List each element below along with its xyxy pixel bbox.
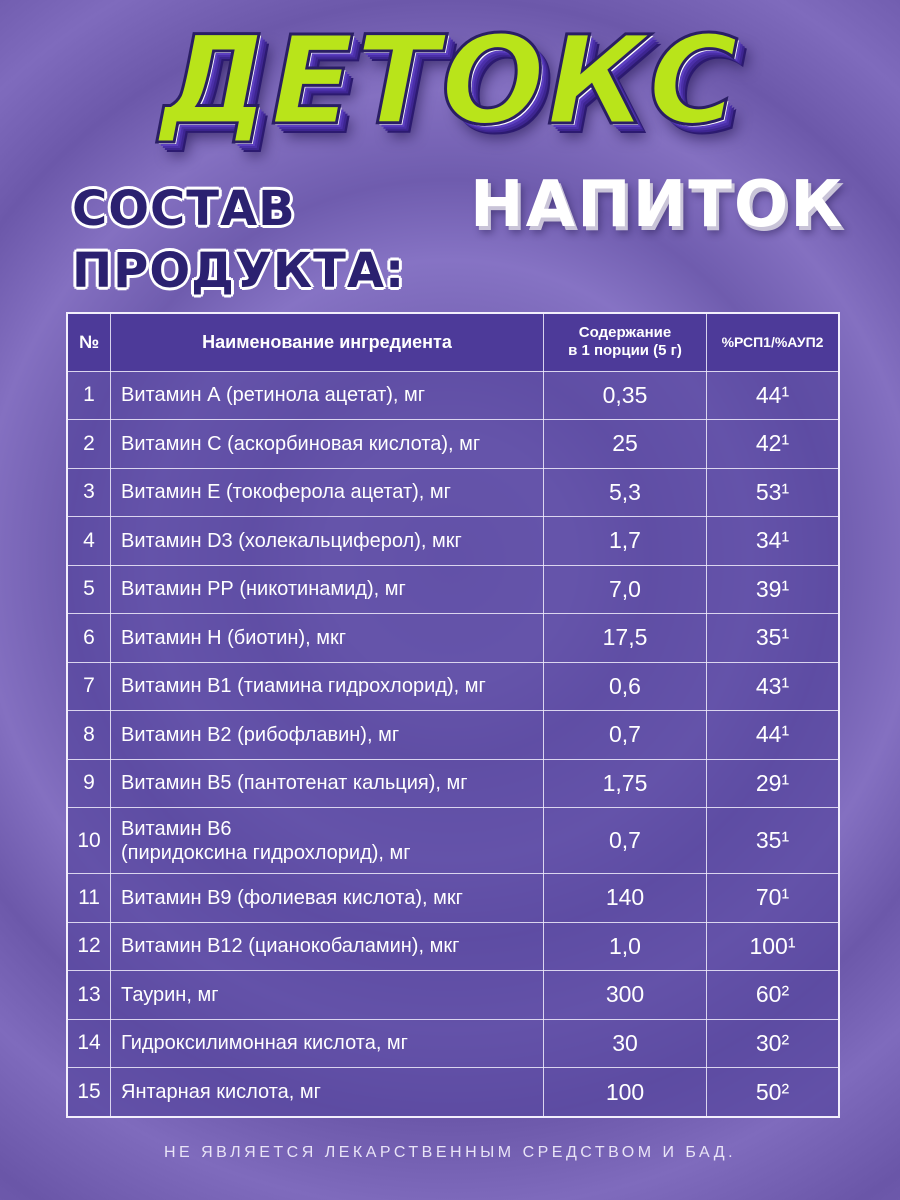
row-amount: 1,75 — [544, 759, 707, 808]
table-row — [67, 1068, 839, 1118]
row-number: 10 — [67, 808, 111, 874]
row-ingredient-name: Гидроксилимонная кислота, мг — [111, 1019, 544, 1068]
row-percent: 35¹ — [707, 808, 840, 874]
header-amount-line-1: Содержание — [578, 324, 672, 342]
row-amount: 1,7 — [544, 517, 707, 566]
row-amount: 0,7 — [544, 808, 707, 874]
row-number: 9 — [67, 759, 111, 808]
row-amount: 100 — [544, 1068, 707, 1118]
row-number: 7 — [67, 662, 111, 711]
row-number: 3 — [67, 468, 111, 517]
row-number: 13 — [67, 971, 111, 1020]
row-number: 15 — [67, 1068, 111, 1118]
row-ingredient-name: Витамин В5 (пантотенат кальция), мг — [111, 759, 544, 808]
table-row — [67, 468, 839, 517]
row-ingredient-name: Янтарная кислота, мг — [111, 1068, 544, 1118]
row-percent: 39¹ — [707, 565, 840, 614]
row-percent: 30² — [707, 1019, 840, 1068]
header-number: № — [67, 313, 111, 371]
row-amount: 0,6 — [544, 662, 707, 711]
composition-heading-line-2: ПРОДУКТА: — [72, 243, 406, 299]
row-percent: 44¹ — [707, 371, 840, 420]
row-amount: 7,0 — [544, 565, 707, 614]
ingredients-table-container — [66, 312, 840, 1118]
product-title: ДЕТОКС — [159, 10, 741, 152]
row-number: 8 — [67, 711, 111, 760]
ingredients-table — [66, 312, 840, 1118]
header-amount — [544, 313, 707, 371]
row-percent: 53¹ — [707, 468, 840, 517]
row-percent: 35¹ — [707, 614, 840, 663]
row-number: 1 — [67, 371, 111, 420]
table-row — [67, 759, 839, 808]
row-percent: 50² — [707, 1068, 840, 1118]
row-amount: 1,0 — [544, 922, 707, 971]
row-number: 11 — [67, 874, 111, 923]
row-ingredient-name: Витамин В9 (фолиевая кислота), мкг — [111, 874, 544, 923]
row-ingredient-name: Витамин D3 (холекальциферол), мкг — [111, 517, 544, 566]
row-ingredient-name: Витамин В12 (цианокобаламин), мкг — [111, 922, 544, 971]
row-amount: 140 — [544, 874, 707, 923]
row-number: 6 — [67, 614, 111, 663]
row-ingredient-name: Витамин В2 (рибофлавин), мг — [111, 711, 544, 760]
row-amount: 0,7 — [544, 711, 707, 760]
row-number: 14 — [67, 1019, 111, 1068]
table-row — [67, 662, 839, 711]
row-ingredient-name: Витамин Н (биотин), мкг — [111, 614, 544, 663]
row-ingredient-name: Витамин С (аскорбиновая кислота), мг — [111, 420, 544, 469]
composition-heading — [72, 178, 405, 302]
header-percent: %РСП1/%АУП2 — [707, 313, 840, 371]
row-ingredient-name: Таурин, мг — [111, 971, 544, 1020]
table-row — [67, 922, 839, 971]
row-percent: 60² — [707, 971, 840, 1020]
table-row — [67, 614, 839, 663]
row-ingredient-name: Витамин А (ретинола ацетат), мг — [111, 371, 544, 420]
row-amount: 25 — [544, 420, 707, 469]
product-type-heading: НАПИТОК — [470, 168, 845, 242]
row-percent: 44¹ — [707, 711, 840, 760]
table-row — [67, 565, 839, 614]
row-percent: 42¹ — [707, 420, 840, 469]
disclaimer-footer: НЕ ЯВЛЯЕТСЯ ЛЕКАРСТВЕННЫМ СРЕДСТВОМ И БАД. — [163, 1144, 737, 1161]
row-ingredient-name: Витамин РР (никотинамид), мг — [111, 565, 544, 614]
row-number: 4 — [67, 517, 111, 566]
row-number: 2 — [67, 420, 111, 469]
row-amount: 5,3 — [544, 468, 707, 517]
table-row — [67, 371, 839, 420]
row-percent: 29¹ — [707, 759, 840, 808]
table-row — [67, 420, 839, 469]
row-amount: 0,35 — [544, 371, 707, 420]
row-percent: 70¹ — [707, 874, 840, 923]
table-row — [67, 711, 839, 760]
header-ingredient-name: Наименование ингредиента — [111, 313, 544, 371]
row-ingredient-name: Витамин В1 (тиамина гидрохлорид), мг — [111, 662, 544, 711]
table-row — [67, 1019, 839, 1068]
row-amount: 30 — [544, 1019, 707, 1068]
table-row — [67, 971, 839, 1020]
row-number: 12 — [67, 922, 111, 971]
table-row — [67, 874, 839, 923]
row-number: 5 — [67, 565, 111, 614]
row-percent: 43¹ — [707, 662, 840, 711]
row-percent: 34¹ — [707, 517, 840, 566]
row-ingredient-name: Витамин Е (токоферола ацетат), мг — [111, 468, 544, 517]
composition-heading-line-1: СОСТАВ — [72, 181, 296, 237]
table-row — [67, 808, 839, 874]
row-amount: 17,5 — [544, 614, 707, 663]
header-amount-line-2: в 1 порции (5 г) — [568, 342, 682, 360]
row-percent: 100¹ — [707, 922, 840, 971]
row-amount: 300 — [544, 971, 707, 1020]
row-ingredient-name: Витамин В6 (пиридоксина гидрохлорид), мг — [111, 808, 544, 874]
table-row — [67, 517, 839, 566]
table-header-row — [67, 313, 839, 371]
